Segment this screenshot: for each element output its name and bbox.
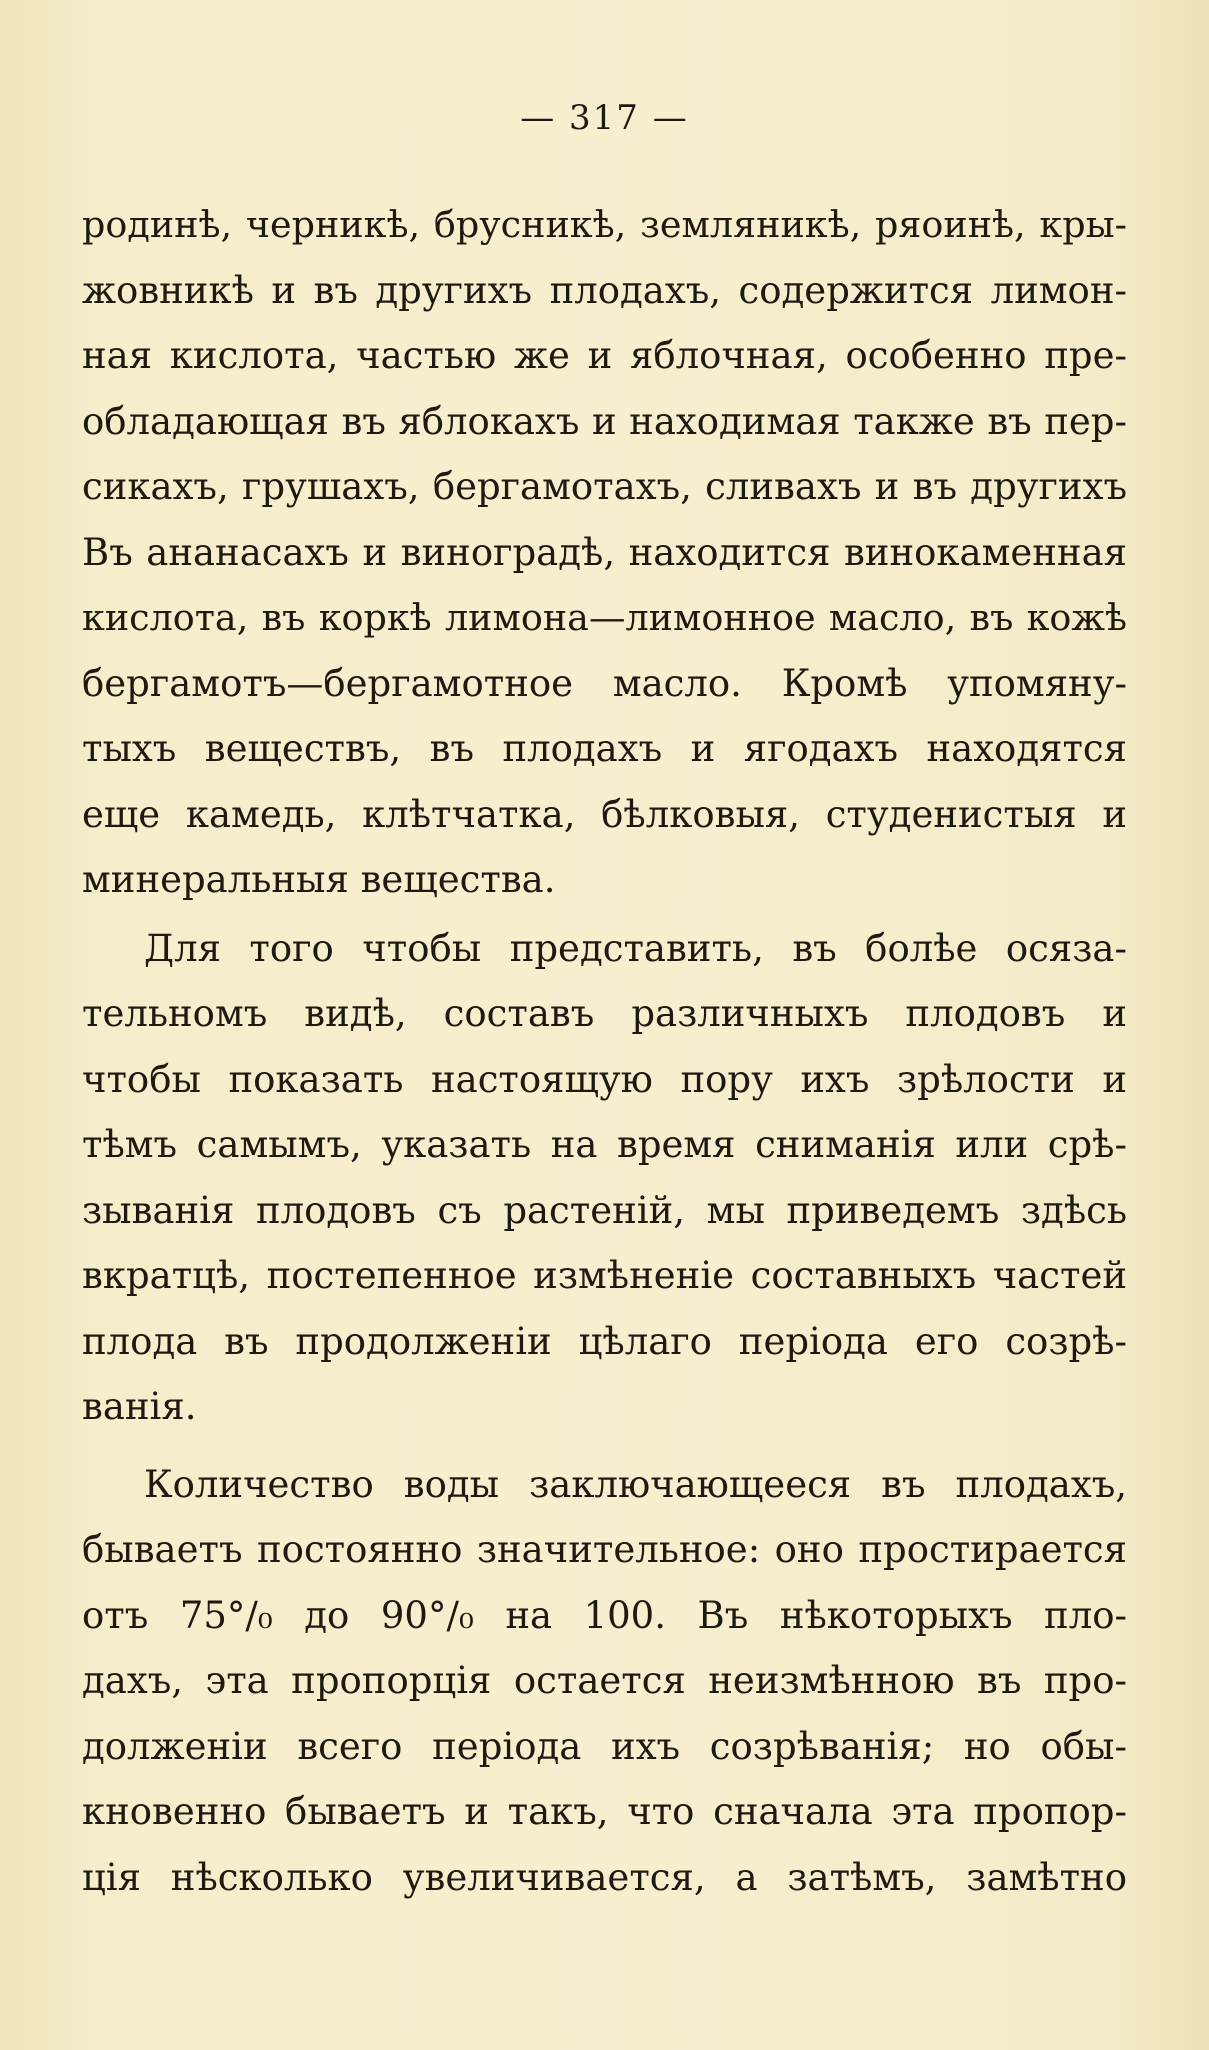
text-line: долженіи всего періода ихъ созрѣванія; но обы- [82,1724,1127,1768]
text-line: обладающая въ яблокахъ и находимая также въ пер- [82,399,1127,443]
text-line: кислота, въ коркѣ лимона—лимонное масло, въ кожѣ [82,596,1127,639]
text-line: зыванія плодовъ съ растеній, мы приведемъ здѣсь [82,1188,1127,1232]
text-line: минеральныя вещества. [82,858,556,901]
text-line: тѣмъ самымъ, указать на время сниманія или срѣ- [82,1123,1127,1166]
text-line: отъ 75°/₀ до 90°/₀ на 100. Въ нѣкоторыхъ пло- [82,1593,1127,1637]
text-line: тельномъ видѣ, составъ различныхъ плодовъ и [82,992,1127,1035]
page-text [82,192,1127,1910]
text-line: ція нѣсколько увеличивается, а затѣмъ, замѣтно [82,1855,1127,1899]
paragraph-1 [82,192,1127,913]
paragraph-3 [82,1452,1127,1911]
text-line: Въ ананасахъ и виноградѣ, находится винокаменная [82,530,1127,574]
text-line: Для того чтобы представить, въ болѣе осяза- [144,926,1127,970]
text-line: чтобы показать настоящую пору ихъ зрѣлости и [82,1057,1127,1101]
text-line: сикахъ, грушахъ, бергамотахъ, сливахъ и въ другихъ [82,465,1127,508]
text-line: бергамотъ—бергамотное масло. Кромѣ упомяну- [82,661,1127,705]
text-line: еще камедь, клѣтчатка, бѣлковыя, студенистыя и [82,792,1127,836]
text-line: жовникѣ и въ другихъ плодахъ, содержится лимон- [82,268,1127,312]
text-line: вкратцѣ, постепенное измѣненіе составныхъ частей [82,1254,1127,1297]
text-line: Количество воды заключающееся въ плодахъ, [144,1462,1127,1506]
text-line: дахъ, эта пропорція остается неизмѣнною въ про- [82,1659,1127,1702]
text-line: ная кислота, частью же и яблочная, особенно пре- [82,334,1127,377]
text-line: тыхъ веществъ, въ плодахъ и ягодахъ находятся [82,727,1127,770]
text-line: кновенно бываетъ и такъ, что сначала эта пропор- [82,1790,1127,1833]
text-line: ванія. [82,1385,197,1428]
text-line: бываетъ постоянно значительное: оно простирается [82,1528,1127,1571]
text-line: плода въ продолженіи цѣлаго періода его созрѣ- [82,1319,1127,1363]
text-line: родинѣ, черникѣ, брусникѣ, земляникѣ, ряоинѣ, кры- [82,203,1127,246]
page-number: — 317 — [520,98,689,138]
paragraph-2 [82,916,1127,1440]
